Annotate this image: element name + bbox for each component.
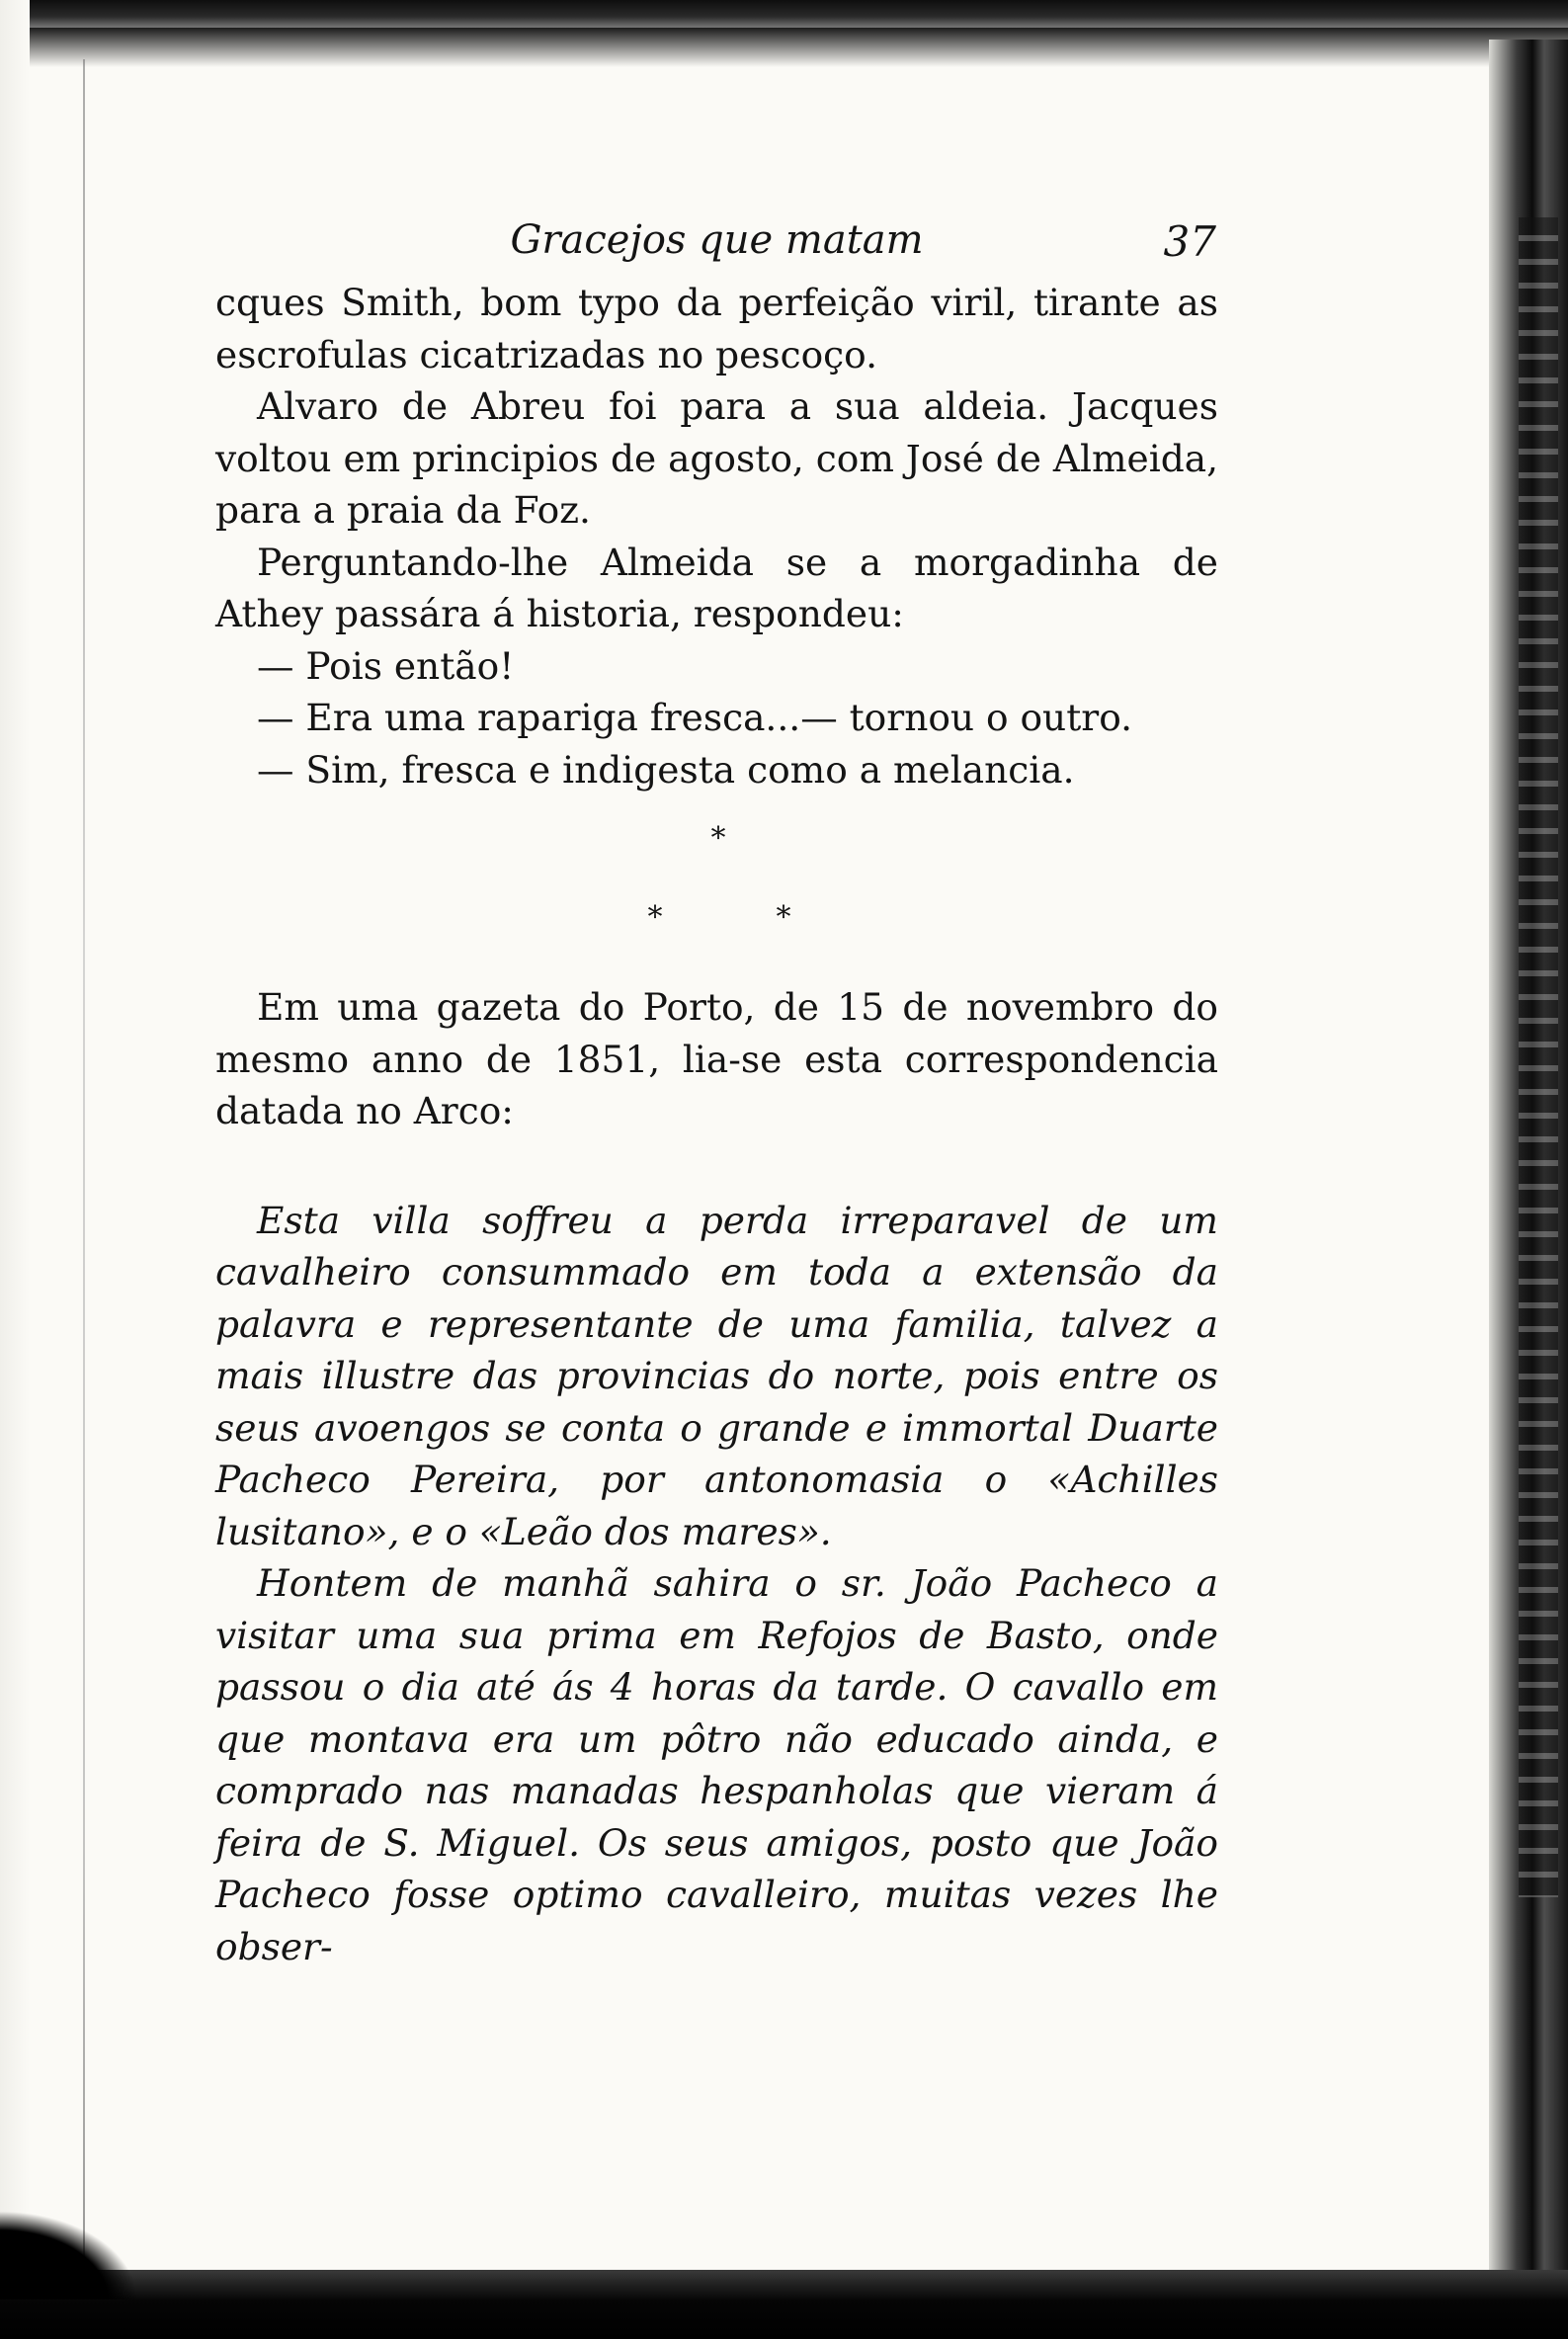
scan-left-gutter-line	[83, 59, 85, 2283]
scan-top-edge	[0, 0, 1568, 28]
quoted-paragraph-villa: Esta villa soffreu a perda irreparavel de um cavalheiro consummado em toda a extensão da palavra e representante de uma familia, talvez a mais illustre das provincias do norte, pois entre os seus avoengos se conta o grande e immortal Duarte Pacheco Pereira, por antonomasia o «Achilles lusitano», e o «Leão dos mares».	[215, 1198, 1218, 1553]
dialogue-line-2: — Era uma rapariga fresca...— tornou o outro.	[257, 696, 1133, 739]
body-text	[215, 277, 1218, 1972]
scan-bottom-curl	[0, 2211, 138, 2299]
running-title: Gracejos que matam	[510, 217, 924, 263]
scan-left-margin	[0, 0, 30, 2339]
paragraph-alvaro: Alvaro de Abreu foi para a sua aldeia. Jacques voltou em principios de agosto, com José de Almeida, para a praia da Foz.	[215, 384, 1218, 532]
scan-bottom-edge	[0, 2270, 1568, 2339]
spacer	[215, 1137, 1218, 1195]
paragraph-perguntando: Perguntando-lhe Almeida se a morgadinha de Athey passára á historia, respondeu:	[215, 540, 1218, 635]
asterism-star-right: *	[776, 900, 791, 935]
scan-right-page-stack	[1519, 217, 1558, 1897]
running-head	[215, 198, 1218, 277]
quoted-paragraph-hontem: Hontem de manhã sahira o sr. João Pacheco a visitar uma sua prima em Refojos de Basto, onde passou o dia até ás 4 horas da tarde. O cavallo em que montava era um pôtro não educado ainda, e comprado nas manadas hespanholas que vieram á feira de S. Miguel. Os seus amigos, posto que João Pacheco fosse optimo cavalleiro, muitas vezes lhe obser-	[215, 1561, 1218, 1968]
page-number: 37	[1163, 217, 1216, 266]
paragraph-continuation: cques Smith, bom typo da perfeição viril, tirante as escrofulas cicatrizadas no pescoço.	[215, 281, 1218, 376]
scan-top-shadow	[0, 28, 1568, 67]
dialogue-line-1: — Pois então!	[257, 643, 515, 688]
paragraph-gazeta: Em uma gazeta do Porto, de 15 de novembro do mesmo anno de 1851, lia-se esta correspondencia datada no Arco:	[215, 985, 1218, 1132]
book-page	[215, 198, 1218, 1972]
dialogue-line-3: — Sim, fresca e indigesta como a melancia.	[257, 747, 1075, 792]
section-break-asterism	[215, 813, 1218, 981]
asterism-star-left: *	[647, 900, 663, 935]
asterism-star-top: *	[710, 821, 726, 856]
